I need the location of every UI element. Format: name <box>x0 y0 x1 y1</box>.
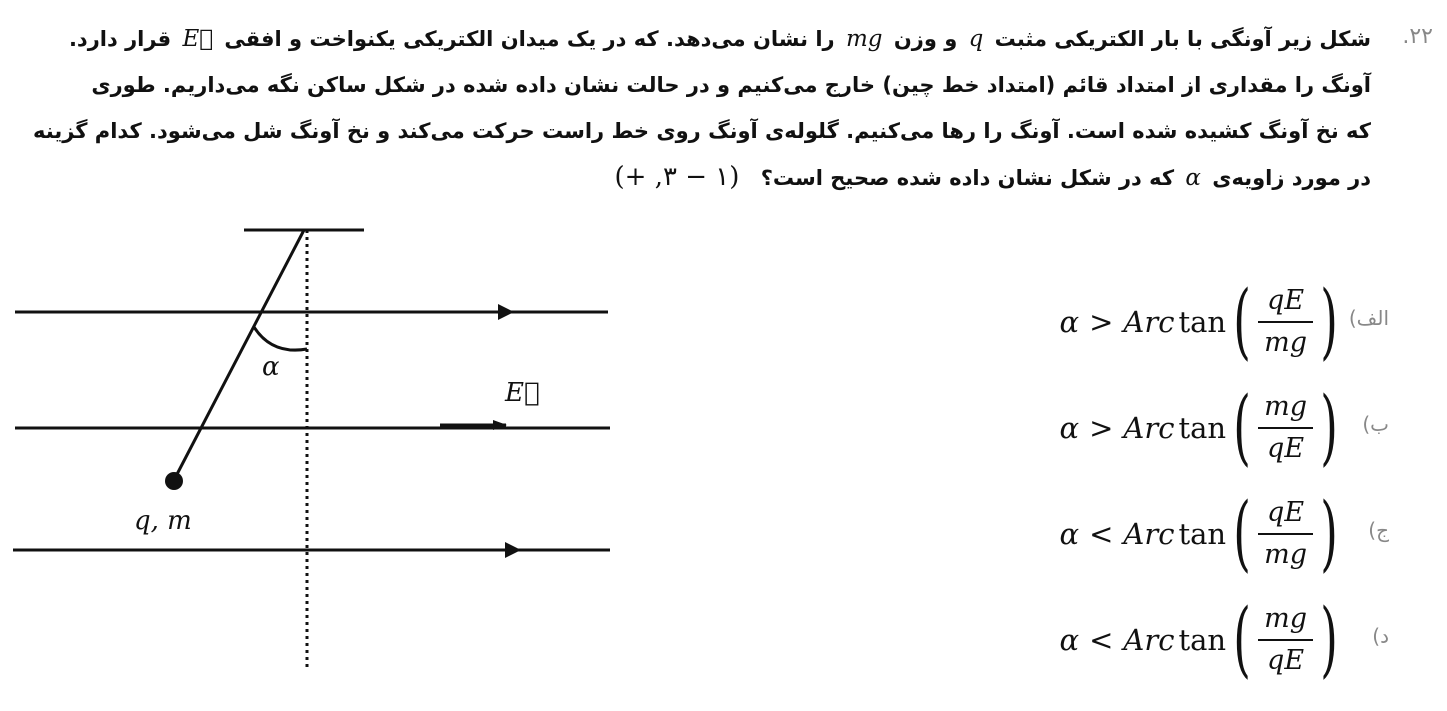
answer-options <box>969 272 1389 696</box>
tan-text: tan <box>1178 305 1227 339</box>
tan-text: tan <box>1178 623 1227 657</box>
alpha-symbol: α <box>1059 623 1080 657</box>
option-c[interactable] <box>969 484 1389 590</box>
right-paren: ) <box>1320 380 1338 475</box>
left-paren: ( <box>1233 274 1251 369</box>
relation-symbol: < <box>1089 517 1114 551</box>
denominator: qE <box>1267 433 1305 464</box>
numerator: qE <box>1267 285 1305 316</box>
stem-line-1 <box>21 16 1371 62</box>
field-arrow-bottom <box>505 542 521 558</box>
denominator: mg <box>1264 327 1307 358</box>
right-paren: ) <box>1320 274 1338 369</box>
option-a[interactable] <box>969 272 1389 378</box>
pendulum-figure <box>0 215 640 685</box>
symbol-mg: mg <box>845 26 883 52</box>
arc-text: Arc <box>1123 517 1175 551</box>
stem-line-4 <box>21 154 1371 201</box>
relation-symbol: > <box>1089 305 1114 339</box>
alpha-symbol: α <box>1059 517 1080 551</box>
option-expression <box>1060 378 1345 478</box>
symbol-e-vector: E⃗ <box>182 26 214 52</box>
charge-mass-label: q, m <box>134 506 192 536</box>
symbol-q: q <box>968 26 984 52</box>
right-paren: ) <box>1320 486 1338 581</box>
arc-text: Arc <box>1123 305 1175 339</box>
fraction <box>1258 283 1313 361</box>
numerator: qE <box>1267 497 1305 528</box>
field-arrow-top <box>498 304 514 320</box>
option-expression <box>1060 272 1345 372</box>
alpha-label: α <box>262 352 280 382</box>
fraction <box>1258 601 1313 679</box>
arc-text: Arc <box>1123 411 1175 445</box>
stem-text: شکل زیر آونگی با بار الکتریکی مثبت <box>994 27 1371 51</box>
numerator: mg <box>1264 391 1307 422</box>
alpha-symbol: α <box>1059 411 1080 445</box>
option-label: الف) <box>1348 306 1389 330</box>
stem-text: که در شکل نشان داده شده صحیح است؟ <box>760 166 1175 190</box>
option-label: د) <box>1372 624 1389 648</box>
fraction <box>1258 495 1313 573</box>
numerator: mg <box>1264 603 1307 634</box>
denominator: mg <box>1264 539 1307 570</box>
alpha-symbol: α <box>1059 305 1080 339</box>
stem-line-2: آونگ را مقداری از امتداد قائم (امتداد خط چین) خارج می‌کنیم و در حالت نشان داده شده در شکل ساکن نگه می‌داریم. طوری <box>91 73 1371 97</box>
denominator: qE <box>1267 645 1305 676</box>
option-label: ج) <box>1368 518 1389 542</box>
option-d[interactable] <box>969 590 1389 696</box>
relation-symbol: < <box>1089 623 1114 657</box>
left-paren: ( <box>1233 486 1251 581</box>
left-paren: ( <box>1233 380 1251 475</box>
alpha-angle-arc <box>254 327 307 350</box>
stem-text: در مورد زاویه‌ی <box>1212 166 1371 190</box>
pendulum-string <box>174 230 304 480</box>
symbol-alpha: α <box>1185 165 1201 191</box>
option-label: ب) <box>1362 412 1389 436</box>
option-expression <box>1060 590 1345 690</box>
fraction <box>1258 389 1313 467</box>
field-label: E⃗ <box>505 378 540 408</box>
arc-text: Arc <box>1123 623 1175 657</box>
option-b[interactable] <box>969 378 1389 484</box>
relation-symbol: > <box>1089 411 1114 445</box>
stem-text: قرار دارد. <box>68 27 172 51</box>
option-expression <box>1060 484 1345 584</box>
question-stem <box>21 16 1371 201</box>
stem-text: و وزن <box>893 27 958 51</box>
source-note: (۱ − ۳, +) <box>614 162 740 192</box>
question-number: ۲۲. <box>1402 24 1433 49</box>
tan-text: tan <box>1178 517 1227 551</box>
left-paren: ( <box>1233 592 1251 687</box>
pendulum-bob <box>165 472 183 490</box>
stem-text: را نشان می‌دهد. که در یک میدان الکتریکی یکنواخت و افقی <box>224 27 835 51</box>
stem-line-3: که نخ آونگ کشیده شده است. آونگ را رها می‌کنیم. گلوله‌ی آونگ روی خط راست حرکت می‌کند و نخ آونگ شل می‌شود. کدام گزینه <box>33 119 1371 143</box>
right-paren: ) <box>1320 592 1338 687</box>
tan-text: tan <box>1178 411 1227 445</box>
